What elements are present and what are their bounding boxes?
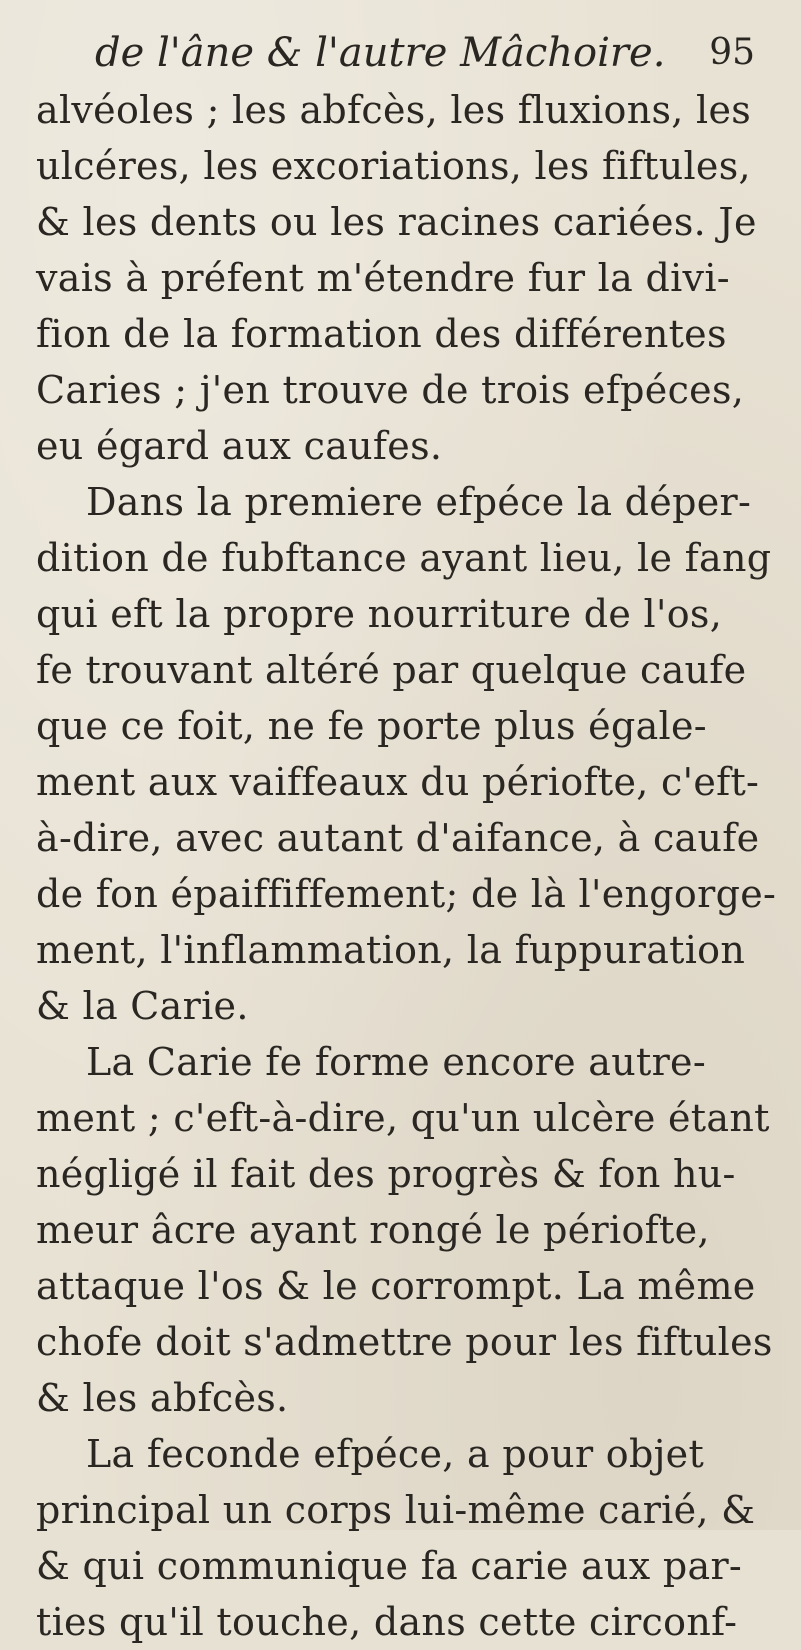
text-line: eu égard aux caufes. xyxy=(36,424,443,468)
text-line: ties qu'il touche, dans cette circonf- xyxy=(36,1600,738,1644)
text-line: ment aux vaiffeaux du périofte, c'eft- xyxy=(36,760,760,804)
text-line: & la Carie. xyxy=(36,984,249,1028)
text-line: qui eft la propre nourriture de l'os, xyxy=(36,592,723,636)
text-line: fion de la formation des différentes xyxy=(36,312,727,356)
running-head: de l'âne & l'autre Mâchoire. xyxy=(95,30,666,76)
page-number: 95 xyxy=(709,32,755,73)
text-line: alvéoles ; les abfcès, les fluxions, les xyxy=(36,88,752,132)
page-header xyxy=(95,22,755,84)
text-line: attaque l'os & le corrompt. La même xyxy=(36,1264,756,1308)
text-line: & qui communique fa carie aux par- xyxy=(36,1544,743,1588)
text-line: meur âcre ayant rongé le périofte, xyxy=(36,1208,710,1252)
text-line: & les abfcès. xyxy=(36,1376,289,1420)
paragraph-start-line: La feconde efpéce, a pour objet xyxy=(86,1432,705,1476)
body-text xyxy=(36,82,776,1650)
text-line: à-dire, avec autant d'aifance, à caufe xyxy=(36,816,760,860)
paragraph-start-line: Dans la premiere efpéce la déper- xyxy=(86,480,752,524)
text-line: ment ; c'eft-à-dire, qu'un ulcère étant xyxy=(36,1096,770,1140)
text-line: fe trouvant altéré par quelque caufe xyxy=(36,648,747,692)
text-line: Caries ; j'en trouve de trois efpéces, xyxy=(36,368,745,412)
text-line: que ce foit, ne fe porte plus égale- xyxy=(36,704,707,748)
paragraph-start-line: La Carie fe forme encore autre- xyxy=(86,1040,706,1084)
text-line: de fon épaiffiffement; de là l'engorge- xyxy=(36,872,777,916)
text-line: négligé il fait des progrès & fon hu- xyxy=(36,1152,736,1196)
text-line: principal un corps lui-même carié, & xyxy=(36,1488,756,1532)
text-line: & les dents ou les racines cariées. Je xyxy=(36,200,757,244)
text-line: ulcéres, les excoriations, les fiftules, xyxy=(36,144,751,188)
text-line: dition de fubftance ayant lieu, le fang xyxy=(36,536,772,580)
text-line: chofe doit s'admettre pour les fiftules xyxy=(36,1320,773,1364)
text-line: vais à préfent m'étendre fur la divi- xyxy=(36,256,730,300)
text-line: ment, l'inflammation, la fuppuration xyxy=(36,928,746,972)
